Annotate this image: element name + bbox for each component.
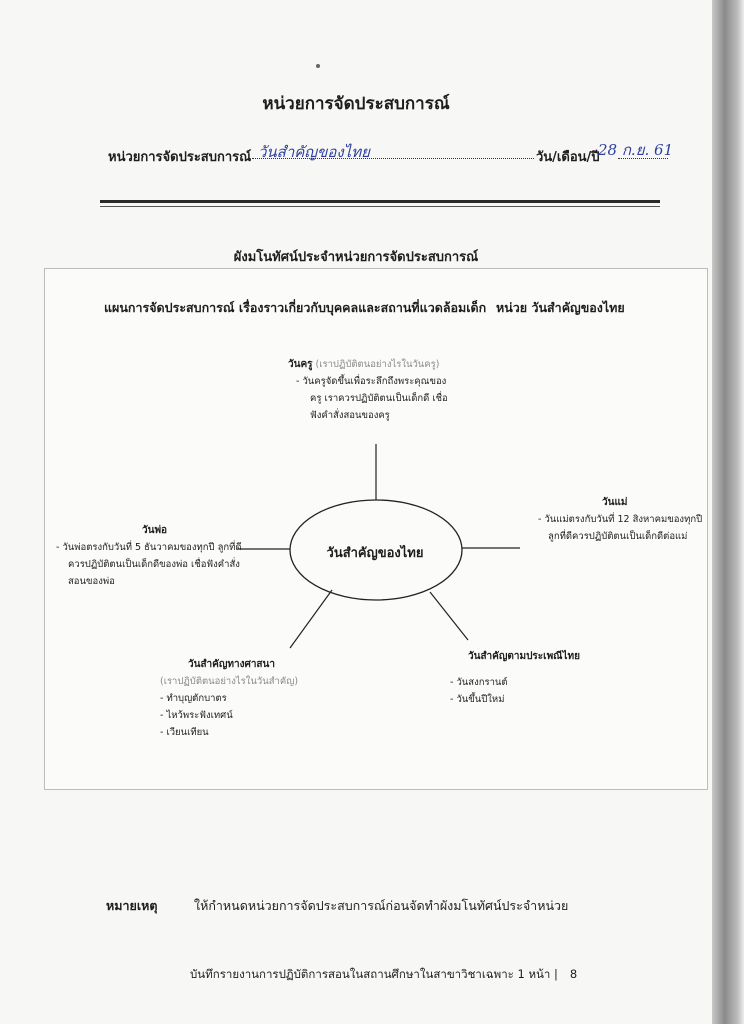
scan-edge-shadow bbox=[712, 0, 744, 1024]
tradition-day-item: - วันขึ้นปีใหม่ bbox=[450, 694, 505, 705]
node-religious-day bbox=[160, 656, 298, 741]
mother-day-heading: วันแม่ bbox=[602, 497, 628, 508]
section-title: ผังมโนทัศน์ประจำหน่วยการจัดประสบการณ์ bbox=[233, 250, 479, 265]
father-day-heading: วันพ่อ bbox=[142, 525, 168, 536]
mother-day-line: ลูกที่ดีควรปฏิบัติตนเป็นเด็กดีต่อแม่ bbox=[548, 531, 688, 542]
mother-day-line: - วันแม่ตรงกับวันที่ 12 สิงหาคมของทุกปี bbox=[538, 514, 703, 525]
connector-tradition bbox=[430, 592, 468, 640]
religious-day-question: (เราปฏิบัติตนอย่างไรในวันสำคัญ) bbox=[160, 676, 299, 687]
teacher-day-heading: วันครู bbox=[288, 359, 313, 370]
religious-day-heading: วันสำคัญทางศาสนา bbox=[188, 659, 275, 670]
father-day-line: ควรปฏิบัติตนเป็นเด็กดีของพ่อ เชื่อฟังคำสั่ง bbox=[68, 559, 240, 570]
father-day-line: - วันพ่อตรงกับวันที่ 5 ธันวาคมของทุกปี ลูกที่ดี bbox=[56, 542, 242, 553]
note-label: หมายเหตุ bbox=[106, 898, 158, 913]
teacher-day-question: (เราปฏิบัติตนอย่างไรในวันครู) bbox=[315, 359, 440, 370]
tradition-day-heading: วันสำคัญตามประเพณีไทย bbox=[468, 651, 580, 662]
religious-day-item: - ไหว้พระฟังเทศน์ bbox=[160, 710, 233, 721]
connector-religious bbox=[290, 590, 332, 648]
teacher-day-line: ฟังคำสั่งสอนของครู bbox=[310, 410, 390, 421]
node-father-day bbox=[56, 522, 242, 590]
unit-text: หน่วย วันสำคัญของไทย bbox=[496, 300, 625, 315]
center-topic: วันสำคัญของไทย bbox=[326, 546, 424, 561]
page-footer bbox=[190, 966, 670, 984]
page-number: 8 bbox=[569, 967, 578, 981]
footer-text: บันทึกรายงานการปฏิบัติการสอนในสถานศึกษาในสาขาวิชาเฉพาะ 1 หน้า | bbox=[190, 967, 558, 981]
tradition-day-item: - วันสงกรานต์ bbox=[450, 677, 508, 688]
religious-day-item: - ทำบุญตักบาตร bbox=[160, 693, 227, 704]
unit-label: หน่วยการจัดประสบการณ์ bbox=[108, 150, 252, 165]
note-text: ให้กำหนดหน่วยการจัดประสบการณ์ก่อนจัดทำผังมโนทัศน์ประจำหน่วย bbox=[194, 898, 569, 913]
date-label: วัน/เดือน/ปี bbox=[536, 150, 600, 165]
plan-text: แผนการจัดประสบการณ์ เรื่องราวเกี่ยวกับบุคคลและสถานที่แวดล้อมเด็ก bbox=[104, 300, 487, 315]
node-tradition-day bbox=[450, 648, 580, 708]
date-handwritten-value: 28 ก.ย. 61 bbox=[598, 141, 674, 159]
node-teacher-day bbox=[288, 356, 448, 424]
page-title: หน่วยการจัดประสบการณ์ bbox=[262, 94, 450, 114]
religious-day-item: - เวียนเทียน bbox=[160, 727, 209, 738]
teacher-day-line: - วันครูจัดขึ้นเพื่อระลึกถึงพระคุณของ bbox=[296, 376, 447, 387]
teacher-day-line: ครู เราควรปฏิบัติตนเป็นเด็กดี เชื่อ bbox=[310, 393, 448, 404]
father-day-line: สอนของพ่อ bbox=[68, 576, 115, 587]
node-mother-day bbox=[538, 494, 702, 545]
unit-handwritten-value: วันสำคัญของไทย bbox=[258, 143, 370, 161]
